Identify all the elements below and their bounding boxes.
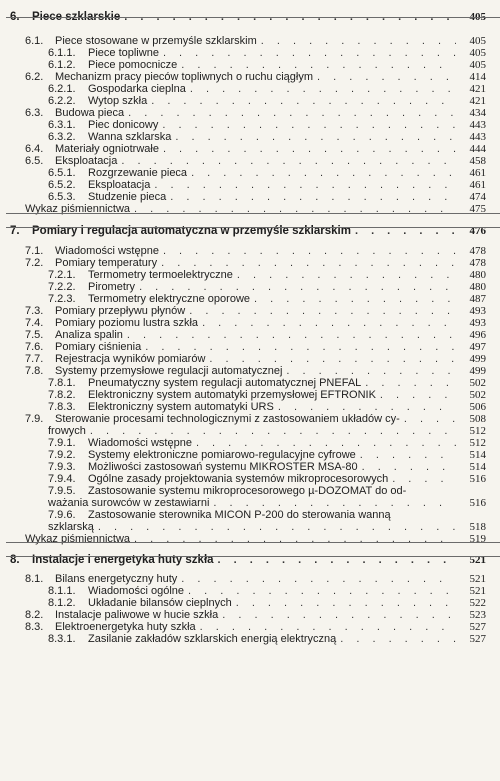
toc-entry-title: Eksploatacja (55, 155, 118, 167)
section-divider (6, 542, 500, 543)
toc-entry-title: Budowa pieca (55, 107, 125, 119)
toc-entry-title: Mechanizm pracy pieców topliwnych o ruchu ciągłym (55, 71, 313, 83)
toc-entry-number: 7.9.5. (48, 485, 76, 497)
toc-entry-number: 7.8. (25, 365, 44, 377)
toc-entry-title: Gospodarka cieplna (88, 83, 186, 95)
toc-page-number: 502 (469, 389, 486, 401)
toc-entry-number: 6.1.1. (48, 47, 76, 59)
toc-page-number: 512 (469, 425, 486, 437)
toc-entry-title: Wytop szkła (88, 95, 148, 107)
toc-entry-number: 6.2. (25, 71, 44, 83)
toc-entry-title: Systemy elektroniczne pomiarowo-regulacyjne cyfrowe (88, 449, 356, 461)
toc-page-number: 496 (469, 329, 486, 341)
toc-entry-title: Pomiary i regulacja automatyczna w przemyśle szklarskim (32, 225, 351, 237)
toc-entry-title: Pneumatyczny system regulacji automatycznej PNEFAL (88, 377, 362, 389)
toc-entry-number: 8.3. (25, 621, 44, 633)
toc-entry-number: 7.2.3. (48, 293, 76, 305)
toc-page-number: 444 (469, 143, 486, 155)
toc-page-number: 508 (469, 413, 486, 425)
toc-entry-title: Piec donicowy (88, 119, 159, 131)
toc-entry-number: 7.9.6. (48, 509, 76, 521)
toc-entry-number: 6.3.2. (48, 131, 76, 143)
toc-entry-number: 7.2. (25, 257, 44, 269)
toc-page-number: 458 (469, 155, 486, 167)
toc-entry-number: 7.4. (25, 317, 44, 329)
toc-page-number: 502 (469, 377, 486, 389)
toc-entry-title: Analiza spalin (55, 329, 123, 341)
toc-page-number: 516 (469, 497, 486, 509)
toc-page-number: 521 (469, 585, 486, 597)
toc-entry-number: 7.3. (25, 305, 44, 317)
toc-entry-title: Wykaz piśmiennictwa (25, 533, 131, 545)
toc-entry-title: Termometry termoelektryczne (88, 269, 233, 281)
toc-entry-number: 7.9.1. (48, 437, 76, 449)
toc-entry-number: 7.7. (25, 353, 44, 365)
toc-entry-title: Pomiary ciśnienia (55, 341, 142, 353)
toc-entry-title: Bilans energetyczny huty (55, 573, 178, 585)
toc-page-number: 493 (469, 305, 486, 317)
toc-entry-number: 8.1.2. (48, 597, 76, 609)
section-divider (6, 17, 500, 18)
toc-entry-title: Wiadomości wstępne (55, 245, 159, 257)
toc-entry-title: Studzenie pieca (88, 191, 167, 203)
toc-page-number: 475 (469, 203, 486, 215)
toc-page-number: 516 (469, 473, 486, 485)
section-divider (6, 227, 500, 228)
toc-entry-title: Piece topliwne (88, 47, 159, 59)
toc-page-number: 478 (469, 245, 486, 257)
toc-entry-title: Pirometry (88, 281, 136, 293)
toc-page-number: 523 (469, 609, 486, 621)
toc-entry-number: 7. (10, 225, 20, 237)
toc-page-number: 405 (469, 47, 486, 59)
toc-entry-number: 6.1. (25, 35, 44, 47)
toc-page-number: 499 (469, 365, 486, 377)
toc-page-number: 499 (469, 353, 486, 365)
toc-entry-title: Wanna szklarska (88, 131, 172, 143)
toc-entry-title: Sterowanie procesami technologicznymi z zastosowaniem układów cy- (55, 413, 400, 425)
toc-entry-number: 7.8.2. (48, 389, 76, 401)
toc-entry-title: szklarską (48, 521, 94, 533)
toc-entry-number: 6.5. (25, 155, 44, 167)
toc-page-number: 405 (469, 59, 486, 71)
toc-entry-number: 6.4. (25, 143, 44, 155)
toc-entry-title: Pomiary przepływu płynów (55, 305, 186, 317)
toc-entry-title: Elektroniczny system automatyki przemysłowej EFTRONIK (88, 389, 376, 401)
toc-entry-number: 6.5.1. (48, 167, 76, 179)
section-divider (6, 556, 500, 557)
toc-entry-title: Pomiary poziomu lustra szkła (55, 317, 199, 329)
toc-entry-title: Pomiary temperatury (55, 257, 158, 269)
toc-entry-number: 7.8.1. (48, 377, 76, 389)
toc-entry-number: 7.5. (25, 329, 44, 341)
leader-dots (134, 533, 456, 546)
toc-entry-number: 8.2. (25, 609, 44, 621)
toc-page-number: 493 (469, 317, 486, 329)
toc-entry-number: 6. (10, 11, 20, 23)
toc-entry-title: Instalacje paliwowe w hucie szkła (55, 609, 219, 621)
toc-entry-row (0, 530, 500, 546)
toc-page-number: 506 (469, 401, 486, 413)
toc-entry-title: Zastosowanie systemu mikroprocesorowego µ-DOZOMAT do od- (88, 485, 407, 497)
toc-entry-title: Wykaz piśmiennictwa (25, 203, 131, 215)
toc-page-number: 434 (469, 107, 486, 119)
toc-page-number: 521 (469, 573, 486, 585)
toc-page-number: 476 (469, 225, 486, 237)
toc-entry-number: 6.5.3. (48, 191, 76, 203)
toc-page-number: 443 (469, 131, 486, 143)
toc-entry-number: 8.3.1. (48, 633, 76, 645)
toc-entry-number: 7.2.2. (48, 281, 76, 293)
toc-page-number: 405 (469, 35, 486, 47)
toc-entry-title: Piece pomocnicze (88, 59, 178, 71)
toc-page-number: 480 (469, 281, 486, 293)
toc-page-number: 421 (469, 95, 486, 107)
toc-page-number: 414 (469, 71, 486, 83)
toc-entry-number: 6.3. (25, 107, 44, 119)
toc-chapter-row (0, 222, 500, 238)
toc-entry-title: Elektroniczny system automatyki URS (88, 401, 274, 413)
toc-entry-title: Układanie bilansów cieplnych (88, 597, 232, 609)
toc-page-number: 487 (469, 293, 486, 305)
toc-entry-title: Rozgrzewanie pieca (88, 167, 188, 179)
toc-entry-number: 8.1. (25, 573, 44, 585)
toc-page-number: 461 (469, 167, 486, 179)
leader-dots (134, 203, 456, 216)
toc-entry-number: 7.9.3. (48, 461, 76, 473)
toc-chapter-row (0, 551, 500, 567)
toc-entry-title: Piece stosowane w przemyśle szklarskim (55, 35, 257, 47)
toc-entry-number: 8. (10, 554, 20, 566)
toc-page-number: 527 (469, 621, 486, 633)
toc-entry-title: Rejestracja wyników pomiarów (55, 353, 206, 365)
toc-entry-title: Ogólne zasady projektowania systemów mikroprocesorowych (88, 473, 389, 485)
toc-entry-number: 6.3.1. (48, 119, 76, 131)
toc-entry-number: 6.5.2. (48, 179, 76, 191)
toc-entry-number: 7.9. (25, 413, 44, 425)
toc-entry-title: Wiadomości wstępne (88, 437, 192, 449)
toc-page-number: 512 (469, 437, 486, 449)
toc-entry-title: Systemy przemysłowe regulacji automatycznej (55, 365, 283, 377)
toc-entry-number: 7.6. (25, 341, 44, 353)
toc-entry-title: Zastosowanie sterownika MICON P-200 do sterowania wanną (88, 509, 391, 521)
toc-page-number: 480 (469, 269, 486, 281)
toc-entry-number: 6.2.2. (48, 95, 76, 107)
leader-dots (340, 633, 456, 646)
toc-entry-title: Piece szklarskie (32, 11, 121, 23)
toc-entry-title: Możliwości zastosowań systemu MIKROSTER MSA-80 (88, 461, 358, 473)
toc-page-number: 527 (469, 633, 486, 645)
toc-entry-number: 7.9.2. (48, 449, 76, 461)
toc-page-number: 474 (469, 191, 486, 203)
toc-entry-number: 6.2.1. (48, 83, 76, 95)
toc-entry-number: 8.1.1. (48, 585, 76, 597)
toc-entry-title: Wiadomości ogólne (88, 585, 184, 597)
toc-chapter-row (0, 8, 500, 24)
toc-entry-title: ważania surowców w zestawiarni (48, 497, 210, 509)
toc-entry-title: Instalacje i energetyka huty szkła (32, 554, 214, 566)
toc-page-number: 521 (469, 554, 486, 566)
toc-entry-title: Eksploatacja (88, 179, 151, 191)
toc-entry-number: 7.2.1. (48, 269, 76, 281)
toc-entry-title: Materiały ogniotrwałe (55, 143, 159, 155)
toc-page-number: 518 (469, 521, 486, 533)
toc-page-number: 514 (469, 449, 486, 461)
section-divider (6, 213, 500, 214)
toc-page-number: 443 (469, 119, 486, 131)
toc-page-number: 421 (469, 83, 486, 95)
toc-entry-number: 7.1. (25, 245, 44, 257)
toc-entry-title: Termometry elektryczne oporowe (88, 293, 251, 305)
toc-entry-title: Elektroenergetyka huty szkła (55, 621, 196, 633)
toc-entry-title: frowych (48, 425, 86, 437)
toc-entry-number: 7.8.3. (48, 401, 76, 413)
toc-page-number: 497 (469, 341, 486, 353)
toc-entry-number: 6.1.2. (48, 59, 76, 71)
toc-page-number: 405 (469, 11, 486, 23)
toc-page-number: 519 (469, 533, 486, 545)
toc-entry-title: Zasilanie zakładów szklarskich energią elektryczną (88, 633, 337, 645)
toc-page-number: 478 (469, 257, 486, 269)
toc-page-number: 514 (469, 461, 486, 473)
toc-entry-number: 7.9.4. (48, 473, 76, 485)
toc-page-number: 522 (469, 597, 486, 609)
toc-entry-row (0, 630, 500, 646)
toc-page-number: 461 (469, 179, 486, 191)
